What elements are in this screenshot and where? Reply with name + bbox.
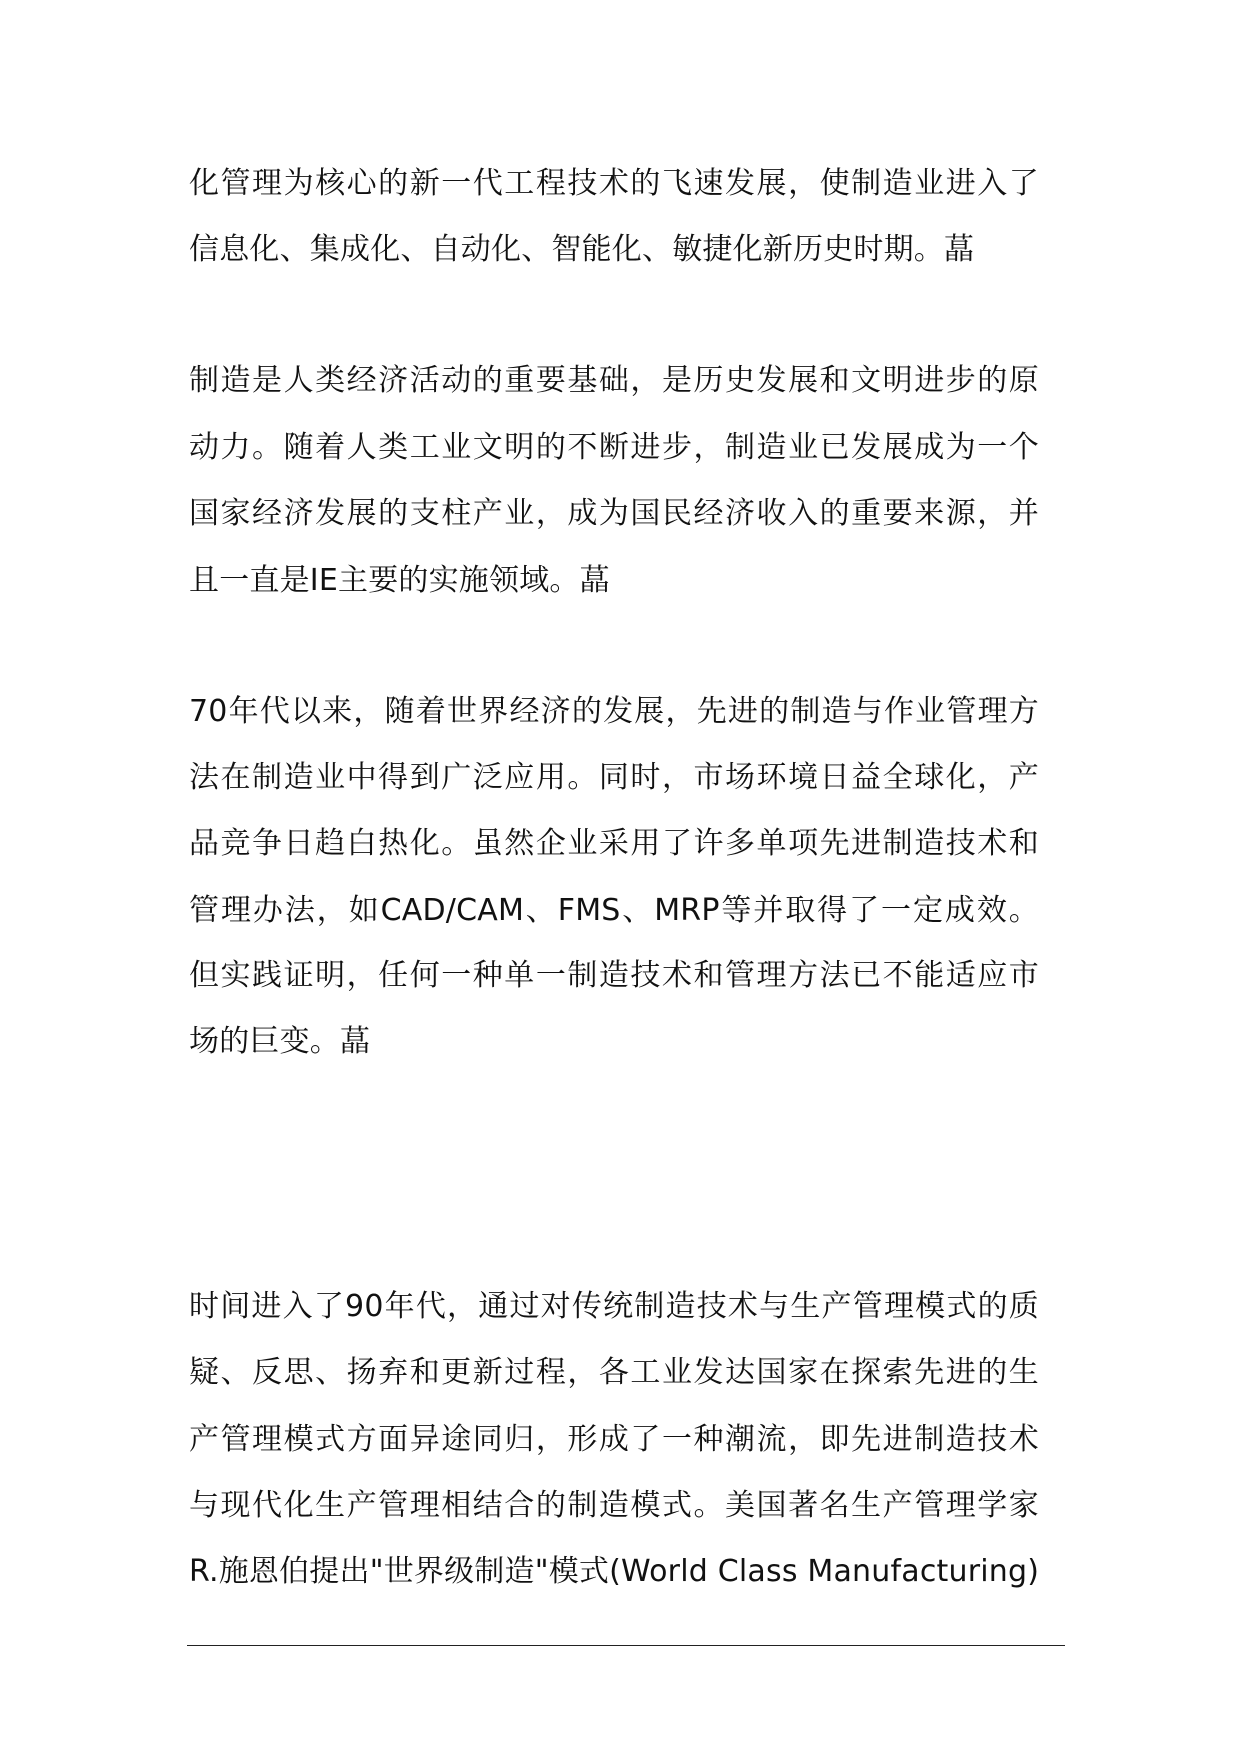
paragraph-1-line-1: 化管理为核心的新一代工程技术的飞速发展，使制造业进入了 <box>189 166 1039 201</box>
paragraph-4-line-3: 产管理模式方面异途同归，形成了一种潮流，即先进制造技术 <box>189 1422 1039 1457</box>
paragraph-1-line-2: 信息化、集成化、自动化、智能化、敏捷化新历史时期。蕌 <box>189 232 975 267</box>
paragraph-3-line-5: 但实践证明，任何一种单一制造技术和管理方法已不能适应市 <box>189 958 1039 993</box>
paragraph-2-line-2: 动力。随着人类工业文明的不断进步，制造业已发展成为一个 <box>189 430 1039 465</box>
paragraph-4-line-4: 与现代化生产管理相结合的制造模式。美国著名生产管理学家 <box>189 1488 1039 1523</box>
paragraph-3-line-3: 品竞争日趋白热化。虽然企业采用了许多单项先进制造技术和 <box>189 826 1039 861</box>
paragraph-2-line-4: 且一直是IE主要的实施领域。蕌 <box>189 563 610 598</box>
paragraph-2-line-1: 制造是人类经济活动的重要基础，是历史发展和文明进步的原 <box>189 363 1039 398</box>
paragraph-3-line-2: 法在制造业中得到广泛应用。同时，市场环境日益全球化，产 <box>189 760 1039 795</box>
paragraph-3-line-6: 场的巨变。蕌 <box>189 1024 371 1059</box>
footer-divider <box>187 1645 1065 1646</box>
paragraph-3-line-1: 70年代以来，随着世界经济的发展，先进的制造与作业管理方 <box>189 694 1039 729</box>
paragraph-4-line-5: R.施恩伯提出"世界级制造"模式(World Class Manufacturing) <box>189 1554 1040 1589</box>
paragraph-2-line-3: 国家经济发展的支柱产业，成为国民经济收入的重要来源，并 <box>189 496 1039 531</box>
paragraph-3-line-4: 管理办法，如CAD/CAM、FMS、MRP等并取得了一定成效。 <box>189 893 1039 928</box>
paragraph-4-line-1: 时间进入了90年代，通过对传统制造技术与生产管理模式的质 <box>189 1289 1039 1324</box>
paragraph-4-line-2: 疑、反思、扬弃和更新过程，各工业发达国家在探索先进的生 <box>189 1355 1039 1390</box>
